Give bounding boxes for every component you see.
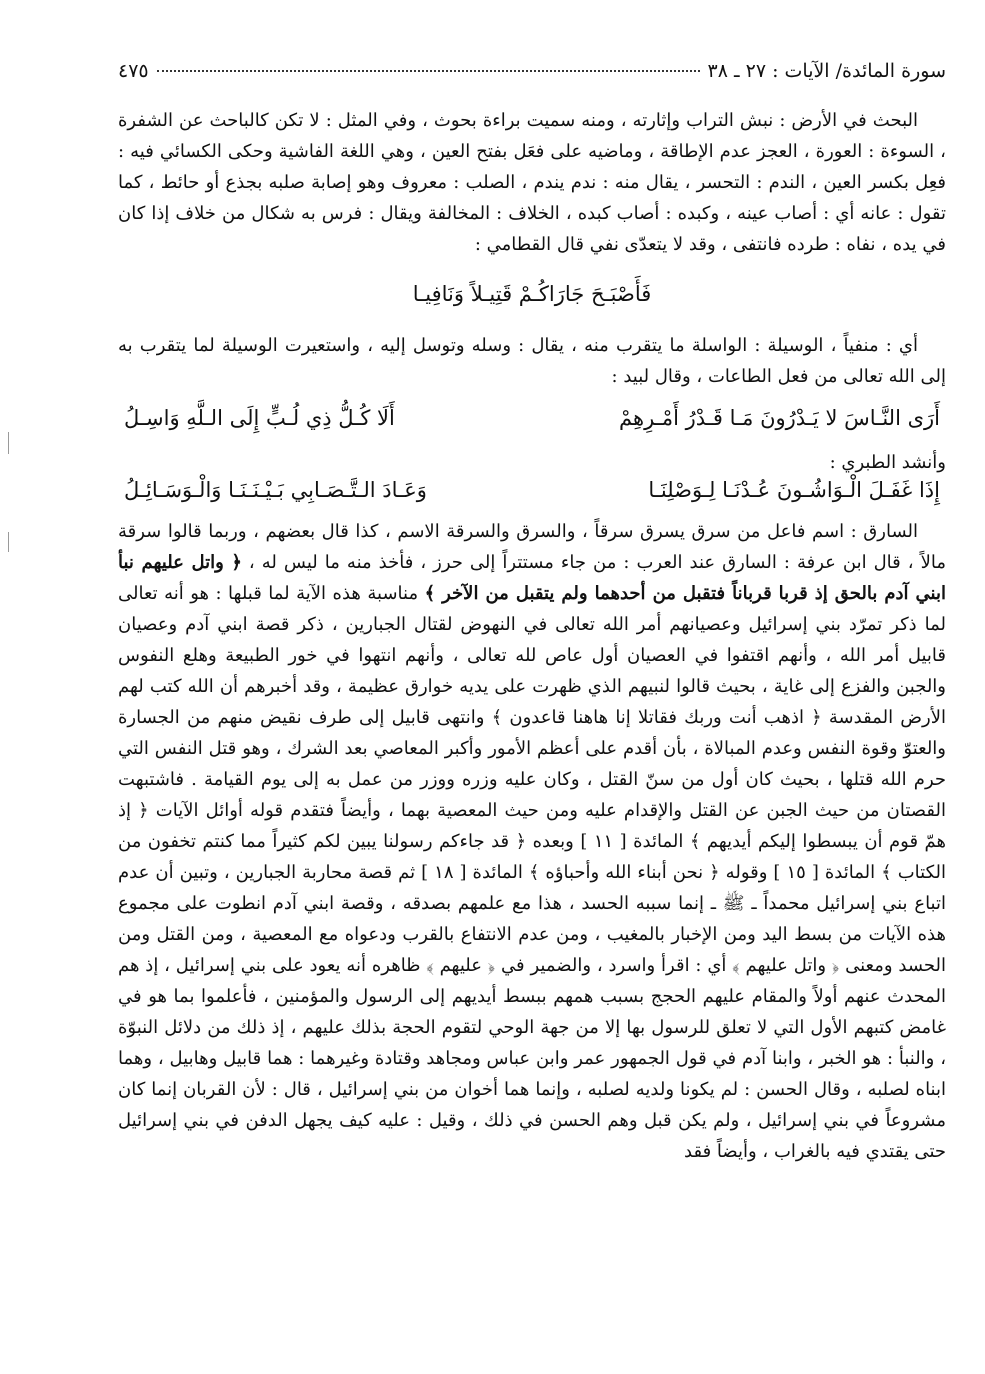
commentary-text-body: مناسبة هذه الآية لما قبلها : هو أنه تعالى لما ذكر تمرّد بني إسرائيل وعصيانهم أمر الله تعالى في النهوض لقتال الجبارين ، ذكر قصة ابني آدم وعصيان قابيل أمر الله ، وأنهم اقتفوا في العصيان أول عاص لله تعالى ، وأنهم انتهوا في خور الطبيعة وهلع النفوس والجبن والفزع إلى غاية ، بحيث قالوا لنبيهم الذي ظهرت على يديه خوارق عظيمة ، وقد أخبرهم أن الله كتب لهم الأرض المقدسة ﴿ اذهب أنت وربك فقاتلا إنا هاهنا قاعدون ﴾ وانتهى قابيل إلى طرف نقيض منهم من الجسارة والعتوّ وقوة النفس وعدم المبالاة ، بأن أقدم على أعظم الأمور وأكبر المعاصي بعد الشرك ، وهو قتل النفس التي حرم الله قتلها ، بحيث كان أول من سنّ القتل ، وكان عليه وزره ووزر من عمل به إلى يوم القيامة . فاشتبهت القصتان من حيث الجبن عن القتل والإقدام عليه ومن حيث المعصية بهما ، وأيضاً فتقدم قوله أوائل الآيات ﴿ إذ همّ قوم أن يبسطوا إليكم أيديهم ﴾ المائدة [ ١١ ] وبعده ﴿ قد جاءكم رسولنا يبين لكم كثيراً مما كنتم تخفون من الكتاب ﴾ المائدة [ ١٥ ] وقوله ﴿ نحن أبناء الله وأحباؤه ﴾ المائدة [ ١٨ ] ثم قصة محاربة الجبارين ، وتبين أن عدم اتباع بني إسرائيل محمداً ـ ﷺ ـ إنما سببه الحسد ، هذا مع علمهم بصدقه ، وقصة ابني آدم انطوت على مجموع هذه الآيات من بسط اليد ومن الإخبار بالمغيب ، ومن عدم الانتفاع بالقرب ودعواه مع المعصية ، ومن القتل ومن الحسد ومعنى ﴿ واتل عليهم ﴾ أي : اقرأ واسرد ، والضمير في ﴿ عليهم ﴾ ظاهره أنه يعود على بني إسرائيل ، إذ هم المحدث عنهم أولاً والمقام عليهم الحجج بسبب همهم ببسط أيديهم إلى الرسول والمؤمنين ، فأعلموا بما هو في غامض كتبهم الأول التي لا تعلق للرسول بها إلا من جهة الوحي لتقوم الحجة بذلك عليهم ، إذ ذلك من دلائل النبوّة ، والنبأ : هو الخبر ، وابنا آدم في قول الجمهور عمر وابن عباس ومجاهد وقتادة وغيرهما : هما قابيل وهابيل ، وهما ابناه لصلبه ، وقال الحسن : لم يكونا ولديه لصلبه ، وإنما هما أخوان من بني إسرائيل ، قال : لأن القربان إنما كان مشروعاً في بني إسرائيل ، ولم يكن قبل وهم الحسن في ذلك ، وقيل : عليه كيف يجهل الدفن في بني إسرائيل حتى يقتدي فيه بالغراب ، وأيضاً فقد — [118, 583, 947, 1162]
paragraph-wasila: أي : منفياً ، الوسيلة : الواسلة ما يتقرب منه ، يقال : وسله وتوسل إليه ، واستعيرت الوسيلة لما يتقرب به إلى الله تعالى من فعل الطاعات ، وقال لبيد : — [118, 335, 946, 387]
paragraph-commentary — [118, 516, 946, 1167]
margin-mark-middle — [8, 532, 9, 552]
header-title: سورة المائدة/ الآيات : ٢٧ ـ ٣٨ — [707, 60, 946, 82]
header-dot-leader — [157, 70, 700, 72]
commentary-text-intro: السارق : اسم فاعل من سرق يسرق سرقاً ، والسرق والسرقة الاسم ، كذا قال بعضهم ، وربما قالوا سرقة مالاً ، قال ابن عرفة : السارق عند العرب : من جاء مستتراً إلى حرز ، فأخذ منه ما ليس له ، — [118, 521, 947, 573]
verse-labid — [118, 406, 946, 430]
verse-tabari-first-hemistich: إِذَا غَفَـلَ الْـوَاشُـونَ عُـدْنَـا لِـوَصْلِنَـا — [648, 478, 940, 502]
tabari-label: وأنشد الطبري : — [829, 452, 946, 473]
quran-verse-quote: ﴿ واتل عليهم نبأ ابني آدم بالحق إذ قربا قرباناً فتقبل من أحدهما ولم يتقبل من الآخر ﴾ — [118, 552, 946, 604]
verse-tabari — [118, 478, 946, 502]
verse-tabari-second-hemistich: وَعَـادَ الـتَّـصَـابِي بَـيْـنَـنَـا وَالْـوَسَـائِـلُ — [124, 478, 427, 502]
paragraph-lexicon: البحث في الأرض : نبش التراب وإثارته ، ومنه سميت براءة بحوث ، وفي المثل : لا تكن كالباحث عن الشفرة ، السوءة : العورة ، العجز عدم الإطاقة ، وماضيه على فعَل بفتح العين ، وهي اللغة الفاشية وحكى الكسائي فيه : فعِل بكسر العين ، الندم : التحسر ، يقال منه : ندم يندم ، الصلب : معروف وهو إصابة صلبه بجذع أو حائط ، كما تقول : عانه أي : أصاب عينه ، وكبده : أصاب كبده ، الخلاف : المخالفة ويقال : فرس به شكال من خلاف إذا كان في يده ، نفاه : طرده فانتفى ، وقد لا يتعدّى نفي قال القطامي : — [118, 110, 946, 255]
running-header — [118, 60, 946, 95]
verse-labid-first-hemistich: أَرَى النَّـاسَ لا يَـدْرُونَ مَـا قَـدْرُ أَمْـرِهِمْ — [619, 406, 940, 430]
verse-labid-second-hemistich: أَلَا كُـلُّ ذِي لُـبٍّ إِلَى الـلَّهِ وَاسِـلُ — [124, 406, 395, 430]
page-number: ٤٧٥ — [118, 60, 149, 82]
page — [118, 60, 946, 1167]
margin-mark-top — [8, 432, 9, 454]
verse-qatami: فَأَصْبَـحَ جَارَاكُـمْ قَتِيـلاً وَنَافِيـا — [412, 282, 652, 306]
